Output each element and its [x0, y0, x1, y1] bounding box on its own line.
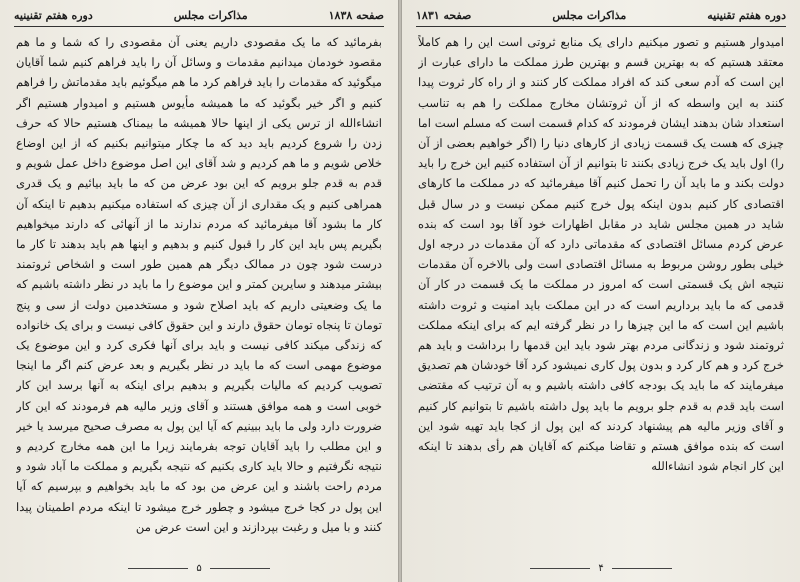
page-body-text	[418, 32, 784, 556]
folio-number: ۴	[598, 562, 604, 574]
page-header	[14, 6, 384, 24]
page-number-label: صفحه ۱۸۳۱	[416, 8, 472, 22]
running-title: مذاکرات مجلس	[552, 8, 627, 22]
right-page	[402, 0, 800, 582]
footer-rule	[128, 568, 188, 569]
body-paragraph: امیدوار هستیم و تصور میکنیم دارای یک منابع ثروتی است این را هم کاملاً معتقد هستیم که به بهترین قسم و بهترین طرز مملکت ما دارای عبارت از این است که آدم سعی کند که افراد مملکت کار کنند و از راه کار ثروت پیدا کنند به این واسطه که از آن ثروتشان مخارج مملکت را هم به تناسب استعداد شان بدهند ایشان فرمودند که کدام قسمت است که مسلم است اما چیزی که هست یک قسمت زیادی از کارهای دنیا را (اگر خواهیم بعضی از آن را) اول باید یک خرج زیادی بکنند تا بتوانیم از آن استفاده کنیم این خرج را باید دولت بکند و ما باید آن را تحمل کنیم آقا میفرمائید که در مملکت ما کارهای اقتصادی کار کنیم بدون اینکه پول خرج کنیم ممکن نیست و در سال قبل شاید در همین مجلس شاید در مقابل اظهارات خود آقا بود است که بنده عرض کردم مسائل اقتصادی که مقدماتی دارد که آن مقدمات در درجه اول خیلی بطور روشن مربوط به مسائل اقتصادی است ولی بالاخره آن مقدمات نتیجه اش یک قسمتی است که امروز در مملکت ما یک قسمت در کار آن قدمی که ما باید برداریم است که در این مملکت باید امنیت و ثروت داشته باشیم این است که ما این چیزها را در نظر گرفته ایم که برای اینکه مملکت ثروتمند شود و زندگانی مردم بهتر شود باید این قدمها را برداشت و باید هم خرج کرد و هم کار کرد و بدون پول کاری نمیشود کرد آقا خودشان هم تصدیق میفرمایند که ما باید یک بودجه کافی داشته باشیم و به آن ترتیب که مقتضی است باید قدم به قدم جلو برویم ما باید پول داشته باشیم تا بتوانیم کار کنیم و آقای وزیر مالیه هم پیشنهاد کردند که این پول از کجا باید تهیه شود این است که بنده موافق هستم و تقاضا میکنم که آقایان هم رأی بدهند تا اینکه این کار انجام شود انشاءالله	[418, 35, 784, 474]
header-rule	[416, 26, 786, 27]
body-paragraph: بفرمائید که ما یک مقصودی داریم یعنی آن مقصودی را که شما و ما هم مقصود خودمان میدانیم مقدمات و وسائل آن را باید فراهم کنیم شما آقایان میگوئید که مقدمات را باید فراهم کرد ما هم میگوئیم باید مقدماتش را فراهم کنیم و اگر خیر بگوئید که ما همیشه مأیوس هستیم و امیدوار هستیم اگر انشاءالله از ترس یکی از اینها حالا همیشه ما بیمناک هستیم حالا که حرف زدن را شروع کردیم باید دید که ما چکار میتوانیم بکنیم که از این اوضاع خلاص شویم و ما هم کردیم و شد آقای این اصل موضوع داخل عمل شویم و قدم به قدم جلو برویم که این بود عرض من که ما باید بیائیم و یک قدری همراهی کنیم و یک مقداری از آن چیزی که استفاده میکنیم بدهیم تا اینکه آن کار ما بشود آقا میفرمائید که مردم ندارند ما از آنهائی که دارند میخواهیم بگیریم پس باید این کار را قبول کنیم و بدهیم و اینها هم باید بدهند تا کار ما درست شود چون در ممالک دیگر هم همین طور است و اشخاص ثروتمند بیشتر میدهند و سایرین کمتر و این موضوع را ما باید در نظر داشته باشیم که ما یک وضعیتی داریم که باید اصلاح شود و مستخدمین دولت از سی و پنج تومان تا پنجاه تومان حقوق دارند و این حقوق کافی نیست و برای یک خانواده که زندگی میکند کافی نیست و باید برای آنها فکری کرد و این موضوع یک موضوع مهمی است که ما باید در نظر بگیریم و بعد عرض کنم اگر ما اینجا تصویب کردیم که مالیات بگیریم و بدهیم برای اینکه به آنها برسد این کار خوبی است و همه موافق هستند و آقای وزیر مالیه هم فرمودند که این کار ضرورت دارد ولی ما باید ببینیم که آیا این پول به مصرف صحیح میرسد یا خیر و این مطلب را باید آقایان توجه بفرمایند زیرا ما این همه مخارج کردیم و نتیجه نگرفتیم و حالا باید کاری بکنیم که نتیجه بگیریم و مملکت ما آباد شود و مردم راحت باشند و این عرض من بود که ما باید بخواهیم و بپرسیم که آیا این پول در کجا خرج میشود و چطور خرج میشود تا اینکه مردم اطمینان پیدا کنند و با میل و رغبت بپردازند و این است عرض من	[16, 35, 382, 534]
page-header	[416, 6, 786, 24]
page-footer	[0, 560, 398, 576]
page-body-text	[16, 32, 382, 556]
header-rule	[14, 26, 384, 27]
footer-rule	[530, 568, 590, 569]
page-number-label: صفحه ۱۸۳۸	[328, 8, 384, 22]
left-page	[0, 0, 398, 582]
running-title: مذاکرات مجلس	[173, 8, 248, 22]
session-label: دوره هفتم تقنینیه	[14, 8, 93, 22]
footer-rule	[210, 568, 270, 569]
folio-number: ۵	[196, 562, 202, 574]
footer-rule	[612, 568, 672, 569]
session-label: دوره هفتم تقنینیه	[707, 8, 786, 22]
page-footer	[402, 560, 800, 576]
